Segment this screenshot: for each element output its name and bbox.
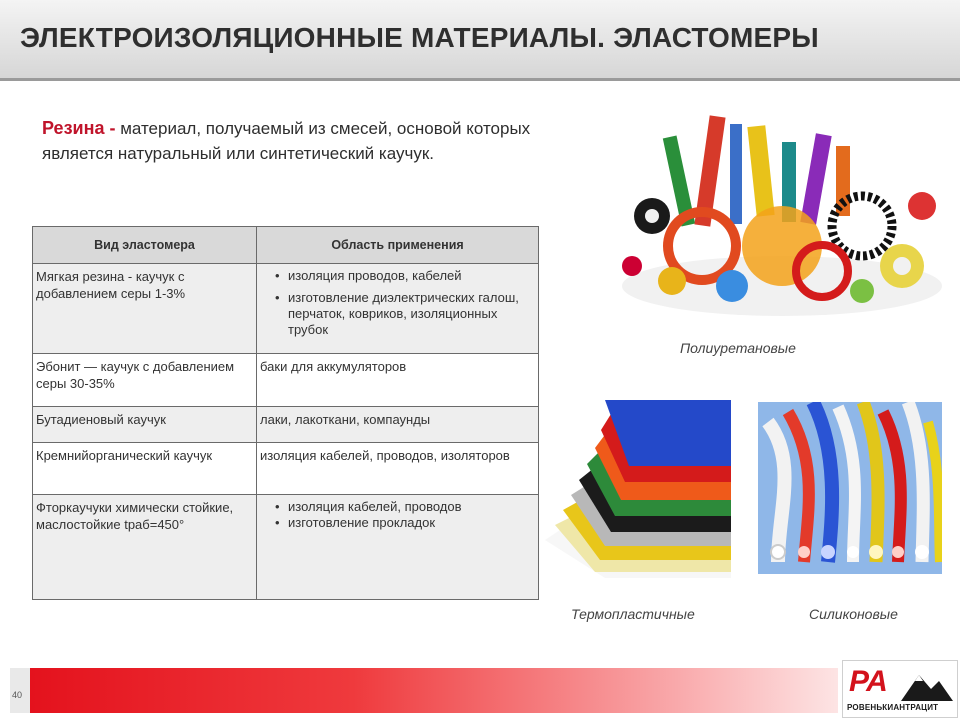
elastomer-table bbox=[32, 226, 539, 600]
cell-type: Бутадиеновый каучук bbox=[33, 407, 257, 443]
list-item: • изготовление диэлектрических галош, перчаток, ковриков, изоляционных трубок bbox=[288, 290, 534, 338]
header-divider bbox=[0, 78, 960, 81]
thermoplastic-sheets-image bbox=[545, 400, 731, 578]
list-item: • изоляция проводов, кабелей bbox=[288, 268, 534, 284]
cell-uses: баки для аккумуляторов bbox=[257, 354, 539, 407]
cell-uses bbox=[257, 495, 539, 600]
intro-term: Резина - bbox=[42, 118, 116, 138]
silicone-tubes-image bbox=[758, 402, 942, 574]
page-number: 40 bbox=[12, 690, 23, 700]
intro-paragraph bbox=[42, 116, 542, 166]
footer-gradient-bar bbox=[30, 668, 838, 713]
caption-silicone: Силиконовые bbox=[809, 606, 898, 622]
header-elastomer-type: Вид эластомера bbox=[33, 227, 257, 264]
list-item: • изготовление прокладок bbox=[288, 515, 534, 531]
cell-uses bbox=[257, 264, 539, 354]
header-application: Область применения bbox=[257, 227, 539, 264]
company-logo bbox=[842, 660, 958, 718]
logo-subtitle: РОВЕНЬКИАНТРАЦИТ bbox=[847, 703, 939, 712]
cell-type: Кремнийорганический каучук bbox=[33, 443, 257, 495]
table-row bbox=[33, 354, 539, 407]
cell-type: Эбонит — каучук с добавлением серы 30-35% bbox=[33, 354, 257, 407]
cell-type: Фторкаучуки химически стойкие, маслостойкие tраб=450° bbox=[33, 495, 257, 600]
mountain-icon bbox=[901, 669, 953, 701]
cell-uses: изоляция кабелей, проводов, изоляторов bbox=[257, 443, 539, 495]
table-row bbox=[33, 495, 539, 600]
table-row bbox=[33, 264, 539, 354]
logo-mark: РА bbox=[849, 665, 887, 698]
cell-type: Мягкая резина - каучук с добавлением серы 1-3% bbox=[33, 264, 257, 354]
polyurethane-products-image bbox=[612, 96, 950, 328]
table-row bbox=[33, 407, 539, 443]
intro-text: материал, получаемый из смесей, основой которых является натуральный или синтетический каучук. bbox=[42, 119, 531, 163]
caption-thermoplastic: Термопластичные bbox=[571, 606, 695, 622]
cell-uses: лаки, лакоткани, компаунды bbox=[257, 407, 539, 443]
slide-title: ЭЛЕКТРОИЗОЛЯЦИОННЫЕ МАТЕРИАЛЫ. ЭЛАСТОМЕРЫ bbox=[20, 22, 819, 53]
caption-polyurethane: Полиуретановые bbox=[680, 340, 796, 356]
table-row bbox=[33, 443, 539, 495]
list-item: • изоляция кабелей, проводов bbox=[288, 499, 534, 515]
